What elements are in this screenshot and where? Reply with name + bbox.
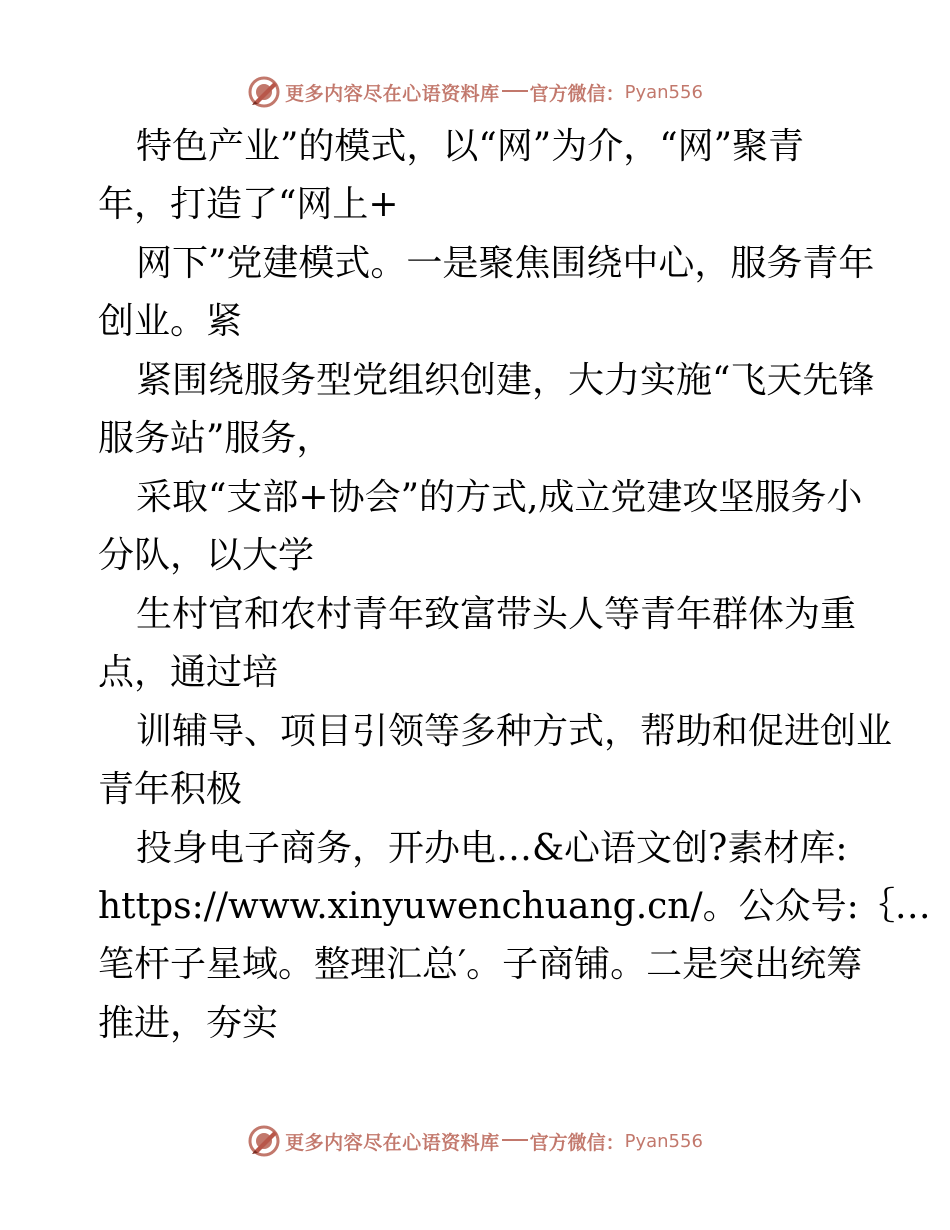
footer-watermark — [0, 1121, 950, 1161]
pen-logo-icon — [247, 75, 281, 109]
footer-brand-text: 更多内容尽在心语资料库 — [285, 1131, 500, 1154]
body-line: 笔杆子星域。整理汇总′。子商铺。二是突出统筹 — [98, 944, 863, 985]
body-line: 训辅导、项目引领等多种方式，帮助和促进创业 — [136, 711, 893, 752]
body-line: 服务站”服务， — [98, 418, 333, 459]
body-line: 紧围绕服务型党组织创建，大力实施“飞天先锋 — [136, 360, 875, 401]
footer-wechat-id: Pyan556 — [624, 1130, 703, 1152]
body-line: 生村官和农村青年致富带头人等青年群体为重 — [136, 594, 857, 635]
body-line: 创业。紧 — [98, 301, 243, 342]
body-line: 投身电子商务，开办电…&心语文创?素材库: — [136, 828, 848, 869]
body-line: 特色产业”的模式，以“网”为介，“网”聚青 — [136, 126, 805, 167]
body-line: 推进，夯实 — [98, 1003, 279, 1044]
body-line-url: https://www.xinyuwenchuang.cn/。公众号:｛… — [98, 886, 931, 927]
pen-logo-icon — [247, 1124, 281, 1158]
body-line: 网下”党建模式。一是聚焦围绕中心，服务青年 — [136, 243, 875, 284]
header-wechat-id: Pyan556 — [624, 81, 703, 103]
body-line: 青年积极 — [98, 769, 243, 810]
footer-separator — [502, 1139, 528, 1141]
body-line: 年，打造了“网上+ — [98, 184, 399, 225]
header-wechat-label: 官方微信： — [529, 82, 625, 105]
header-brand-text: 更多内容尽在心语资料库 — [285, 82, 500, 105]
footer-wechat-label: 官方微信： — [529, 1131, 625, 1154]
body-line: 采取“支部+协会”的方式,成立党建攻坚服务小 — [136, 477, 863, 518]
header-watermark — [0, 72, 950, 112]
body-line: 点，通过培 — [98, 652, 279, 693]
body-line: 分队，以大学 — [98, 535, 315, 576]
header-separator — [502, 90, 528, 92]
